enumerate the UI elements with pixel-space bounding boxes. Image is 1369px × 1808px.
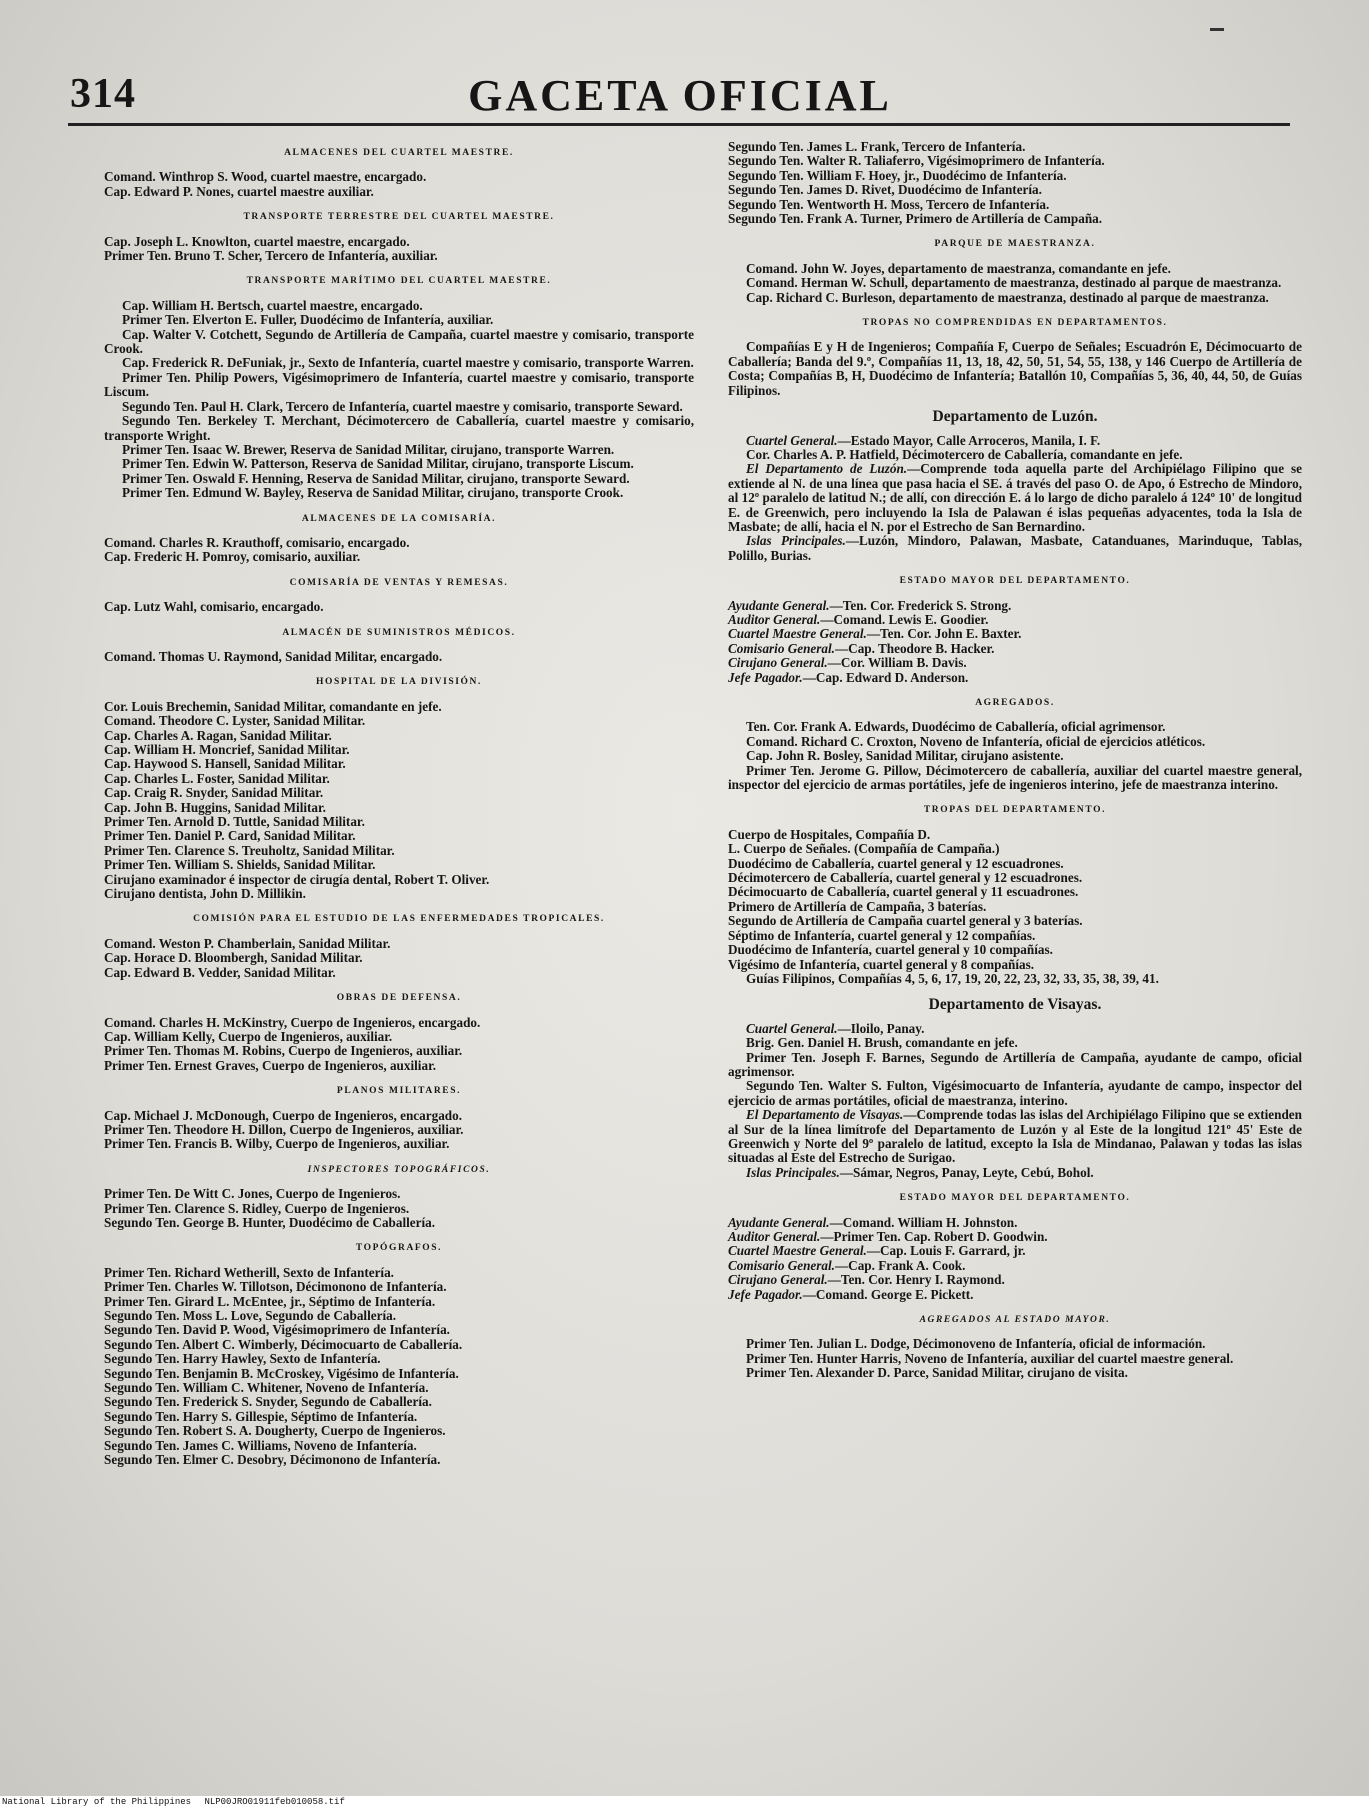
list-item: Duodécimo de Infantería, cuartel general y 10 compañías. (728, 942, 1053, 958)
library-credit: National Library of the Philippines (2, 1797, 192, 1807)
list-item: Segundo Ten. James D. Rivet, Duodécimo de Infantería. (728, 182, 1042, 198)
paragraph-label: Islas Principales. (746, 533, 846, 549)
list-item: Cap. John B. Huggins, Sanidad Militar. (104, 799, 326, 815)
section-heading: TROPAS DEL DEPARTAMENTO. (923, 805, 1107, 816)
list-item: Segundo Ten. James L. Frank, Tercero de Infantería. (728, 139, 1026, 154)
section-list (104, 1266, 694, 1468)
list-item: L. Cuerpo de Señales. (Compañía de Campaña.) (728, 841, 1000, 857)
staff-role: Jefe Pagador. (728, 1286, 803, 1302)
list-item: Cap. William H. Bertsch, cuartel maestre, encargado. (122, 297, 423, 313)
paragraph-text: —Comprende toda aquella parte del Archipiélago Filipino que se extiende al N. de una línea que pasa hacia el SE. á través del paso O. de Apo, ó Estrecho de Mindoro, al 12º paralelo de latitud N.; de allí, con dirección E. á lo largo de dicho paralelo á 124º 10' de longitud E. de Greenwich, pero incluyendo la Isla de Palawan é islas pequeñas adyacentes, toda la Isla de Masbate; de allí, hacia el N. por el Estrecho de San Bernardino. (728, 461, 1302, 534)
paragraph-text: —Luzón, Mindoro, Palawan, Masbate, Catanduanes, Marinduque, Tablas, Polillo, Burias. (728, 533, 1302, 563)
list-item: Segundo Ten. Walter R. Taliaferro, Vigésimoprimero de Infantería. (728, 153, 1105, 169)
file-name: NLP00JRO01911feb010058.tif (204, 1797, 345, 1807)
list-item: Segundo Ten. Elmer C. Desobry, Décimonono de Infantería. (104, 1452, 441, 1468)
list-item: Primer Ten. William S. Shields, Sanidad Militar. (104, 857, 376, 873)
gazette-title: GACETA OFICIAL (468, 71, 892, 120)
section-heading: ESTADO MAYOR DEL DEPARTAMENTO. (899, 1193, 1131, 1204)
staff-entry (728, 1288, 1302, 1302)
list-item: Segundo de Artillería de Campaña cuartel general y 3 baterías. (728, 913, 1083, 929)
list-item: Cap. John R. Bosley, Sanidad Militar, cirujano asistente. (746, 748, 1064, 764)
staff-list (728, 599, 1302, 685)
staff-entry (728, 613, 1302, 627)
staff-entry (728, 671, 1302, 685)
section-heading: ALMACENES DE LA COMISARÍA. (301, 513, 497, 524)
page-number: 314 (70, 71, 136, 117)
staff-role: Cirujano General. (728, 1272, 828, 1288)
section-list (104, 1109, 694, 1152)
staff-name: —Cap. Frank A. Cook. (834, 1257, 966, 1273)
paragraph-label: Islas Principales. (746, 1164, 840, 1180)
staff-entry (728, 599, 1302, 613)
list-item: Primer Ten. Isaac W. Brewer, Reserva de Sanidad Militar, cirujano, transporte Warren. (122, 441, 615, 457)
list-item: Cirujano examinador é inspector de cirugía dental, Robert T. Oliver. (104, 871, 490, 887)
list-item: Segundo Ten. George B. Hunter, Duodécimo de Caballería. (104, 1214, 436, 1230)
staff-role: Ayudante General. (728, 1214, 830, 1230)
header-rule (68, 123, 1290, 126)
department-heading: Departamento de Visayas. (928, 996, 1102, 1014)
section-heading: ESTADO MAYOR DEL DEPARTAMENTO. (899, 576, 1131, 587)
list-item: Cap. Edward P. Nones, cuartel maestre auxiliar. (104, 183, 374, 199)
staff-role: Ayudante General. (728, 597, 830, 613)
list-item: Cap. Richard C. Burleson, departamento de maestranza, destinado al parque de maestranza. (746, 289, 1269, 305)
list-item: Cap. Charles A. Ragan, Sanidad Militar. (104, 727, 332, 743)
section-list (104, 650, 694, 664)
list-item: Cap. William H. Moncrief, Sanidad Militar. (104, 742, 350, 757)
staff-role: Jefe Pagador. (728, 669, 803, 685)
staff-role: Comisario General. (728, 640, 835, 656)
staff-role: Comisario General. (728, 1257, 835, 1273)
section-heading: TROPAS NO COMPRENDIDAS EN DEPARTAMENTOS. (862, 318, 1168, 329)
list-item: Décimotercero de Caballería, cuartel general y 12 escuadrones. (728, 870, 1083, 886)
staff-name: —Ten. Cor. Frederick S. Strong. (829, 597, 1012, 613)
section-list (104, 235, 694, 264)
page-header (70, 70, 1290, 120)
section-heading: INSPECTORES TOPOGRÁFICOS. (307, 1164, 491, 1175)
department-heading: Departamento de Luzón. (932, 408, 1098, 426)
list-item: Segundo Ten. William F. Hoey, jr., Duodécimo de Infantería. (728, 167, 1067, 183)
list-item: Cirujano dentista, John D. Millikin. (104, 886, 306, 902)
list-item: Cap. Frederic H. Pomroy, comisario, auxiliar. (104, 549, 361, 565)
scan-footer (0, 1796, 1369, 1808)
troops-paragraph: Compañías E y H de Ingenieros; Compañía F, Cuerpo de Señales; Escuadrón E, Décimocuarto de Caballería; Banda del 9.º, Compañías 11, 13, 18, 42, 50, 51, 54, 55, 138, y 146 Cuerpo de Artillería de Costa; Compañías B, H, Duodécimo de Infantería; Batallón 10, Compañías 5, 36, 40, 44, 50, de Guías Filipinos. (728, 339, 1302, 398)
list-item: Primer Ten. Elverton E. Fuller, Duodécimo de Infantería, auxiliar. (122, 312, 494, 328)
section-heading: AGREGADOS AL ESTADO MAYOR. (919, 1315, 1111, 1326)
staff-entry (728, 1244, 1302, 1258)
staff-name: —Ten. Cor. Henry I. Raymond. (827, 1272, 1005, 1288)
list-item: Segundo Ten. Wentworth H. Moss, Tercero de Infantería. (728, 196, 1050, 212)
list-item: Segundo Ten. Robert S. A. Dougherty, Cuerpo de Ingenieros. (104, 1423, 446, 1439)
staff-name: —Cap. Edward D. Anderson. (802, 669, 969, 685)
list-item: Primer Ten. Edmund W. Bayley, Reserva de Sanidad Militar, cirujano, transporte Crook. (122, 485, 624, 501)
section-list (104, 937, 694, 980)
list-item: Primer Ten. Thomas M. Robins, Cuerpo de Ingenieros, auxiliar. (104, 1043, 463, 1059)
list-item: Primer Ten. Girard L. McEntee, jr., Séptimo de Infantería. (104, 1293, 436, 1309)
list-item: Segundo Ten. Benjamin B. McCroskey, Vigésimo de Infantería. (104, 1365, 459, 1381)
list-item: Cuerpo de Hospitales, Compañía D. (728, 826, 931, 842)
list-item: Primer Ten. Philip Powers, Vigésimoprimero de Infantería, cuartel maestre y comisario, transporte Liscum. (104, 369, 694, 400)
section-list (104, 1187, 694, 1230)
list-item: Primer Ten. Daniel P. Card, Sanidad Militar. (104, 828, 356, 844)
section-heading: COMISIÓN PARA EL ESTUDIO DE LAS ENFERMEDADES TROPICALES. (193, 914, 605, 925)
commander-paragraph: Cor. Charles A. P. Hatfield, Décimotercero de Caballería, comandante en jefe. (746, 446, 1183, 462)
list-item: Cap. Joseph L. Knowlton, cuartel maestre, encargado. (104, 233, 410, 249)
section-heading: OBRAS DE DEFENSA. (336, 993, 462, 1004)
section-list (104, 700, 694, 902)
list-item: Segundo Ten. Berkeley T. Merchant, Décimotercero de Caballería, cuartel maestre y comisario, transporte Wright. (104, 413, 694, 443)
list-item: Primer Ten. Theodore H. Dillon, Cuerpo de Ingenieros, auxiliar. (104, 1121, 464, 1137)
list-item: Comand. Theodore C. Lyster, Sanidad Militar. (104, 713, 366, 729)
list-item: Primer Ten. Clarence S. Treuholtz, Sanidad Militar. (104, 842, 395, 858)
list-item: Ten. Cor. Frank A. Edwards, Duodécimo de Caballería, oficial agrimensor. (746, 719, 1166, 735)
list-item: Cap. Michael J. McDonough, Cuerpo de Ingenieros, encargado. (104, 1107, 463, 1123)
staff-role: Auditor General. (728, 611, 821, 627)
paragraph-label: El Departamento de Visayas. (746, 1107, 904, 1123)
list-item: Comand. Weston P. Chamberlain, Sanidad Militar. (104, 935, 391, 951)
headquarters-paragraph (728, 434, 1302, 448)
staff-entry (728, 1230, 1302, 1244)
list-item: Primer Ten. De Witt C. Jones, Cuerpo de Ingenieros. (104, 1186, 401, 1202)
list-item: Cap. Craig R. Snyder, Sanidad Militar. (104, 785, 324, 801)
list-item: Segundo Ten. Frederick S. Snyder, Segundo de Caballería. (104, 1394, 432, 1410)
list-item: Comand. Thomas U. Raymond, Sanidad Militar, encargado. (104, 648, 443, 664)
list-item: Segundo Ten. Harry S. Gillespie, Séptimo de Infantería. (104, 1408, 418, 1424)
scan-mark (1210, 28, 1224, 31)
section-heading: PARQUE DE MAESTRANZA. (934, 239, 1096, 250)
list-item: Cap. William Kelly, Cuerpo de Ingenieros, auxiliar. (104, 1028, 393, 1044)
list-item: Cap. Walter V. Cotchett, Segundo de Artillería de Campaña, cuartel maestre y comisario, transporte Crook. (104, 326, 694, 357)
list-item: Primer Ten. Francis B. Wilby, Cuerpo de Ingenieros, auxiliar. (104, 1136, 450, 1152)
paragraph-text: —Estado Mayor, Calle Arroceros, Manila, I. F. (837, 432, 1101, 448)
staff-entry (728, 656, 1302, 670)
list-item: Comand. Winthrop S. Wood, cuartel maestre, encargado. (104, 169, 427, 185)
list-item: Vigésimo de Infantería, cuartel general y 8 compañías. (728, 956, 1035, 972)
department-description (728, 462, 1302, 534)
list-item: Primer Ten. Clarence S. Ridley, Cuerpo de Ingenieros. (104, 1200, 410, 1216)
section-list (728, 1036, 1302, 1108)
headquarters-paragraph (728, 1022, 1302, 1036)
list-item: Primer Ten. Hunter Harris, Noveno de Infantería, auxiliar del cuartel maestre general. (746, 1350, 1234, 1366)
staff-entry (728, 1216, 1302, 1230)
list-item: Segundo Ten. James C. Williams, Noveno de Infantería. (104, 1437, 417, 1453)
list-item: Primer Ten. Charles W. Tillotson, Décimonono de Infantería. (104, 1279, 447, 1295)
list-item: Cap. Lutz Wahl, comisario, encargado. (104, 599, 324, 615)
left-column (104, 140, 694, 1467)
list-item: Primer Ten. Joseph F. Barnes, Segundo de Artillería de Campaña, ayudante de campo, oficial agrimensor. (728, 1049, 1302, 1079)
section-heading: TOPÓGRAFOS. (355, 1243, 443, 1254)
list-item: Segundo Ten. Paul H. Clark, Tercero de Infantería, cuartel maestre y comisario, transporte Seward. (122, 398, 683, 414)
list-item: Cap. Haywood S. Hansell, Sanidad Militar. (104, 756, 346, 772)
list-item: Segundo Ten. David P. Wood, Vigésimoprimero de Infantería. (104, 1322, 450, 1338)
section-list (728, 828, 1302, 972)
section-list (104, 299, 694, 501)
staff-entry (728, 1259, 1302, 1273)
list-item: Comand. John W. Joyes, departamento de maestranza, comandante en jefe. (746, 260, 1171, 276)
list-item: Décimocuarto de Caballería, cuartel general y 11 escuadrones. (728, 884, 1079, 900)
paragraph-label: Cuartel General. (746, 1020, 838, 1036)
list-item: Segundo Ten. Albert C. Wimberly, Décimocuarto de Caballería. (104, 1336, 463, 1352)
paragraph-text: —Sámar, Negros, Panay, Leyte, Cebú, Bohol. (839, 1164, 1094, 1180)
department-description (728, 1108, 1302, 1166)
section-list (728, 262, 1302, 305)
islands-paragraph (728, 534, 1302, 563)
list-item: Segundo Ten. Moss L. Love, Segundo de Caballería. (104, 1308, 397, 1323)
list-item: Cap. Charles L. Foster, Sanidad Militar. (104, 770, 330, 786)
list-item: Comand. Richard C. Croxton, Noveno de Infantería, oficial de ejercicios atléticos. (746, 733, 1206, 749)
staff-entry (728, 1273, 1302, 1287)
list-item: Primer Ten. Richard Wetherill, Sexto de Infantería. (104, 1264, 394, 1280)
staff-name: —Comand. Lewis E. Goodier. (820, 611, 989, 627)
staff-name: —Comand. George E. Pickett. (802, 1286, 974, 1302)
list-item: Comand. Charles H. McKinstry, Cuerpo de Ingenieros, encargado. (104, 1014, 481, 1030)
list-item: Primer Ten. Jerome G. Pillow, Décimotercero de caballería, auxiliar del cuartel maestre general, inspector del ejercicio de armas portátiles, jefe de ingenieros interino, jefe de maestranza interino. (728, 762, 1302, 793)
staff-role: Auditor General. (728, 1229, 821, 1244)
staff-entry (728, 642, 1302, 656)
staff-role: Cuartel Maestre General. (728, 626, 867, 642)
staff-entry (728, 627, 1302, 641)
list-item: Segundo Ten. William C. Whitener, Noveno de Infantería. (104, 1380, 429, 1396)
staff-name: —Cap. Theodore B. Hacker. (834, 640, 995, 656)
list-item: Séptimo de Infantería, cuartel general y 12 compañías. (728, 927, 1036, 943)
section-heading: HOSPITAL DE LA DIVISIÓN. (316, 677, 482, 688)
list-item: Primero de Artillería de Campaña, 3 baterías. (728, 898, 987, 914)
staff-role: Cirujano General. (728, 655, 828, 671)
section-heading: COMISARÍA DE VENTAS Y REMESAS. (289, 577, 509, 588)
list-item: Comand. Herman W. Schull, departamento de maestranza, destinado al parque de maestranza. (746, 275, 1282, 291)
list-item: Cap. Frederick R. DeFuniak, jr., Sexto de Infantería, cuartel maestre y comisario, transporte Warren. (122, 355, 694, 371)
section-list (104, 170, 694, 199)
list-item: Primer Ten. Edwin W. Patterson, Reserva de Sanidad Militar, cirujano, transporte Liscum. (122, 456, 634, 472)
staff-role: Cuartel Maestre General. (728, 1243, 867, 1259)
right-column (728, 140, 1302, 1381)
section-list (104, 600, 694, 614)
list-item: Comand. Charles R. Krauthoff, comisario, encargado. (104, 534, 410, 550)
section-heading: ALMACÉN DE SUMINISTROS MÉDICOS. (282, 627, 516, 638)
list-item: Segundo Ten. Harry Hawley, Sexto de Infantería. (104, 1351, 381, 1367)
section-list (728, 1337, 1302, 1380)
paragraph-text: —Comprende todas las islas del Archipiélago Filipino que se extienden al Sur de la línea limítrofe del Departamento de Luzón y al Este de la longitud 121º 45' Este de Greenwich y Norte del 9º paralelo de latitud, excepto la Isla de Mindanao, Palawan y todas las islas situadas al Este del Estrecho de Surigao. (728, 1107, 1302, 1166)
list-item: Segundo Ten. Frank A. Turner, Primero de Artillería de Campaña. (728, 211, 1103, 227)
section-list (728, 140, 1302, 226)
list-item: Segundo Ten. Walter S. Fulton, Vigésimocuarto de Infantería, ayudante de campo, inspector del ejercicio de armas portátiles, oficial de maestranza, interino. (728, 1078, 1302, 1108)
paragraph-text: —Iloilo, Panay. (837, 1020, 925, 1036)
section-heading: ALMACENES DEL CUARTEL MAESTRE. (284, 148, 514, 158)
staff-name: —Comand. William H. Johnston. (829, 1214, 1018, 1230)
list-item: Brig. Gen. Daniel H. Brush, comandante en jefe. (746, 1035, 1018, 1051)
list-item: Cap. Horace D. Bloombergh, Sanidad Militar. (104, 950, 363, 966)
section-heading: TRANSPORTE TERRESTRE DEL CUARTEL MAESTRE. (243, 212, 555, 223)
list-item: Primer Ten. Oswald F. Henning, Reserva de Sanidad Militar, cirujano, transporte Seward. (122, 470, 630, 486)
list-item: Primer Ten. Arnold D. Tuttle, Sanidad Militar. (104, 814, 365, 830)
section-heading: PLANOS MILITARES. (336, 1086, 462, 1097)
staff-list (728, 1216, 1302, 1302)
paragraph-label: Cuartel General. (746, 432, 838, 448)
paragraph-label: El Departamento de Luzón. (746, 461, 908, 477)
staff-name: —Primer Ten. Cap. Robert D. Goodwin. (820, 1229, 1048, 1244)
islands-paragraph (728, 1166, 1302, 1180)
section-list (104, 536, 694, 565)
staff-name: —Cap. Louis F. Garrard, jr. (866, 1243, 1026, 1259)
list-item: Primer Ten. Bruno T. Scher, Tercero de Infantería, auxiliar. (104, 248, 438, 264)
section-list (104, 1016, 694, 1074)
section-heading: TRANSPORTE MARÍTIMO DEL CUARTEL MAESTRE. (246, 276, 552, 287)
staff-name: —Cor. William B. Davis. (827, 655, 967, 671)
list-item: Primer Ten. Ernest Graves, Cuerpo de Ingenieros, auxiliar. (104, 1057, 437, 1073)
list-item: Cap. Edward B. Vedder, Sanidad Militar. (104, 964, 336, 980)
staff-name: —Ten. Cor. John E. Baxter. (866, 626, 1022, 642)
guias-paragraph: Guías Filipinos, Compañías 4, 5, 6, 17, 19, 20, 22, 23, 32, 33, 35, 38, 39, 41. (746, 970, 1159, 986)
section-heading: AGREGADOS. (975, 698, 1055, 708)
list-item: Primer Ten. Alexander D. Parce, Sanidad Militar, cirujano de visita. (746, 1365, 1128, 1381)
list-item: Duodécimo de Caballería, cuartel general y 12 escuadrones. (728, 855, 1064, 871)
section-list (728, 720, 1302, 792)
list-item: Primer Ten. Julian L. Dodge, Décimonoveno de Infantería, oficial de información. (746, 1336, 1206, 1352)
list-item: Cor. Louis Brechemin, Sanidad Militar, comandante en jefe. (104, 698, 442, 714)
